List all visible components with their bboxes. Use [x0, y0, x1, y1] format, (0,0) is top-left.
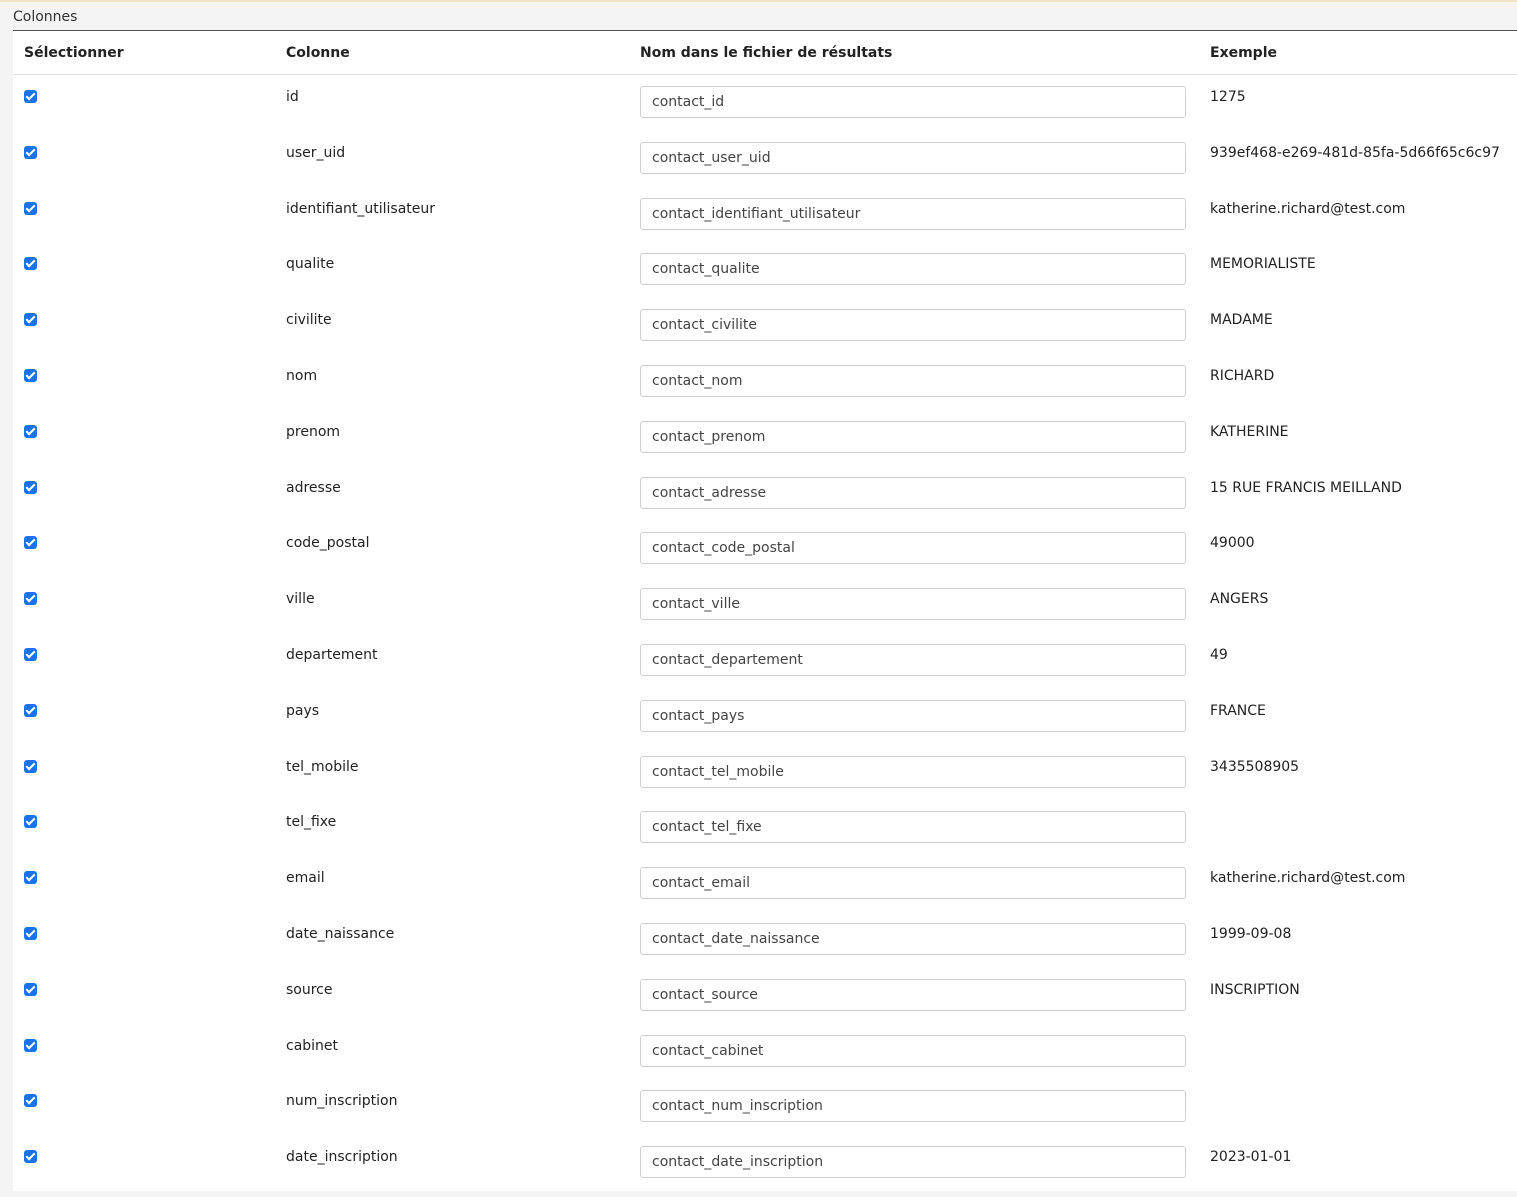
column-name: qualite — [286, 256, 335, 273]
example-cell — [1210, 1024, 1517, 1080]
select-cell — [13, 1024, 286, 1080]
table-body — [13, 75, 1517, 1191]
select-cell — [13, 633, 286, 689]
checkbox-wrapper — [24, 75, 286, 107]
select-cell — [13, 968, 286, 1024]
example-cell — [1210, 633, 1517, 689]
output-name-input[interactable] — [640, 644, 1186, 676]
select-cell — [13, 521, 286, 577]
output-name-input[interactable] — [640, 142, 1186, 174]
output-name-cell — [640, 912, 1210, 968]
select-checkbox[interactable] — [24, 90, 37, 103]
example-cell — [1210, 242, 1517, 298]
example-value: KATHERINE — [1210, 423, 1289, 440]
column-cell — [286, 1135, 640, 1191]
select-checkbox[interactable] — [24, 536, 37, 549]
column-name: email — [286, 870, 325, 887]
output-name-cell — [640, 410, 1210, 466]
output-name-cell — [640, 75, 1210, 131]
output-name-input[interactable] — [640, 532, 1186, 564]
table-row — [13, 242, 1517, 298]
example-cell — [1210, 856, 1517, 912]
checkbox-wrapper — [24, 912, 286, 944]
table-row — [13, 187, 1517, 243]
checkbox-wrapper — [24, 856, 286, 888]
output-name-input[interactable] — [640, 1090, 1186, 1122]
example-cell — [1210, 187, 1517, 243]
column-name: nom — [286, 367, 318, 384]
output-name-cell — [640, 298, 1210, 354]
output-name-input[interactable] — [640, 309, 1186, 341]
output-name-cell — [640, 242, 1210, 298]
checkbox-wrapper — [24, 187, 286, 219]
column-name: user_uid — [286, 144, 346, 161]
column-name: cabinet — [286, 1037, 339, 1054]
column-name: prenom — [286, 423, 341, 440]
example-cell — [1210, 410, 1517, 466]
output-name-input[interactable] — [640, 253, 1186, 285]
checkbox-wrapper — [24, 521, 286, 553]
select-checkbox[interactable] — [24, 257, 37, 270]
column-name: source — [286, 981, 333, 998]
checkbox-wrapper — [24, 745, 286, 777]
column-cell — [286, 521, 640, 577]
example-cell — [1210, 1135, 1517, 1191]
checkbox-wrapper — [24, 131, 286, 163]
column-cell — [286, 689, 640, 745]
columns-table — [13, 31, 1517, 1191]
checkbox-wrapper — [24, 242, 286, 274]
output-name-input[interactable] — [640, 588, 1186, 620]
checkbox-wrapper — [24, 689, 286, 721]
column-cell — [286, 466, 640, 522]
example-cell — [1210, 466, 1517, 522]
select-checkbox[interactable] — [24, 1150, 37, 1163]
table-row — [13, 856, 1517, 912]
example-value: 49 — [1210, 646, 1228, 663]
select-checkbox[interactable] — [24, 648, 37, 661]
header-example: Exemple — [1210, 31, 1517, 75]
table-row — [13, 466, 1517, 522]
select-cell — [13, 298, 286, 354]
table-row — [13, 1135, 1517, 1191]
example-value: FRANCE — [1210, 702, 1266, 719]
example-value — [1210, 800, 1517, 814]
example-value — [1210, 1079, 1517, 1093]
column-cell — [286, 242, 640, 298]
column-cell — [286, 75, 640, 131]
table-row — [13, 633, 1517, 689]
select-cell — [13, 354, 286, 410]
output-name-cell — [640, 187, 1210, 243]
output-name-cell — [640, 800, 1210, 856]
table-row — [13, 968, 1517, 1024]
output-name-cell — [640, 1024, 1210, 1080]
checkbox-wrapper — [24, 298, 286, 330]
example-value: katherine.richard@test.com — [1210, 870, 1406, 887]
table-row — [13, 298, 1517, 354]
select-checkbox[interactable] — [24, 425, 37, 438]
select-cell — [13, 856, 286, 912]
select-cell — [13, 466, 286, 522]
select-checkbox[interactable] — [24, 481, 37, 494]
column-name: code_postal — [286, 535, 370, 552]
example-value: 939ef468-e269-481d-85fa-5d66f65c6c97 — [1210, 144, 1500, 161]
select-cell — [13, 131, 286, 187]
output-name-cell — [640, 354, 1210, 410]
select-cell — [13, 75, 286, 131]
checkbox-wrapper — [24, 800, 286, 832]
example-cell — [1210, 800, 1517, 856]
select-cell — [13, 689, 286, 745]
select-cell — [13, 745, 286, 801]
output-name-cell — [640, 1135, 1210, 1191]
example-cell — [1210, 745, 1517, 801]
output-name-cell — [640, 745, 1210, 801]
checkbox-wrapper — [24, 410, 286, 442]
output-name-input[interactable] — [640, 1035, 1186, 1067]
table-row — [13, 1079, 1517, 1135]
output-name-input[interactable] — [640, 1146, 1186, 1178]
example-value: ANGERS — [1210, 591, 1269, 608]
column-cell — [286, 298, 640, 354]
checkbox-wrapper — [24, 1079, 286, 1111]
select-cell — [13, 800, 286, 856]
example-cell — [1210, 968, 1517, 1024]
select-cell — [13, 410, 286, 466]
select-checkbox[interactable] — [24, 202, 37, 215]
columns-fieldset — [0, 2, 1517, 1197]
checkbox-wrapper — [24, 1135, 286, 1167]
table-row — [13, 689, 1517, 745]
output-name-input[interactable] — [640, 979, 1186, 1011]
table-row — [13, 521, 1517, 577]
select-cell — [13, 1079, 286, 1135]
table-row — [13, 131, 1517, 187]
output-name-cell — [640, 633, 1210, 689]
select-cell — [13, 577, 286, 633]
table-row — [13, 800, 1517, 856]
example-cell — [1210, 577, 1517, 633]
select-checkbox[interactable] — [24, 369, 37, 382]
checkbox-wrapper — [24, 1024, 286, 1056]
column-name: num_inscription — [286, 1093, 398, 1110]
select-checkbox[interactable] — [24, 927, 37, 940]
output-name-cell — [640, 131, 1210, 187]
output-name-cell — [640, 521, 1210, 577]
column-cell — [286, 187, 640, 243]
checkbox-wrapper — [24, 466, 286, 498]
column-name: tel_fixe — [286, 814, 337, 831]
example-value: 49000 — [1210, 535, 1255, 552]
output-name-input[interactable] — [640, 700, 1186, 732]
select-checkbox[interactable] — [24, 871, 37, 884]
select-checkbox[interactable] — [24, 815, 37, 828]
column-name: date_naissance — [286, 925, 395, 942]
output-name-input[interactable] — [640, 198, 1186, 230]
column-name: tel_mobile — [286, 758, 359, 775]
example-value: 3435508905 — [1210, 758, 1300, 775]
table-row — [13, 354, 1517, 410]
example-value: 15 RUE FRANCIS MEILLAND — [1210, 479, 1402, 496]
column-name: adresse — [286, 479, 341, 496]
column-cell — [286, 131, 640, 187]
header-output-name: Nom dans le fichier de résultats — [640, 31, 1210, 75]
table-row — [13, 912, 1517, 968]
example-value: MEMORIALISTE — [1210, 256, 1316, 273]
column-name: ville — [286, 591, 315, 608]
column-cell — [286, 800, 640, 856]
example-cell — [1210, 1079, 1517, 1135]
example-cell — [1210, 689, 1517, 745]
column-cell — [286, 577, 640, 633]
select-checkbox[interactable] — [24, 1039, 37, 1052]
column-name: date_inscription — [286, 1149, 398, 1166]
table-header-row — [13, 31, 1517, 75]
select-checkbox[interactable] — [24, 760, 37, 773]
output-name-input[interactable] — [640, 365, 1186, 397]
checkbox-wrapper — [24, 354, 286, 386]
output-name-cell — [640, 856, 1210, 912]
output-name-input[interactable] — [640, 421, 1186, 453]
checkbox-wrapper — [24, 633, 286, 665]
table-row — [13, 745, 1517, 801]
select-checkbox[interactable] — [24, 1094, 37, 1107]
example-value: katherine.richard@test.com — [1210, 200, 1406, 217]
column-cell — [286, 410, 640, 466]
example-cell — [1210, 354, 1517, 410]
column-cell — [286, 633, 640, 689]
table-row — [13, 577, 1517, 633]
output-name-input[interactable] — [640, 923, 1186, 955]
table-row — [13, 410, 1517, 466]
example-value: RICHARD — [1210, 367, 1275, 384]
column-name: identifiant_utilisateur — [286, 200, 436, 217]
column-cell — [286, 968, 640, 1024]
column-cell — [286, 745, 640, 801]
table-row — [13, 1024, 1517, 1080]
output-name-cell — [640, 1079, 1210, 1135]
example-value: 2023-01-01 — [1210, 1149, 1292, 1166]
columns-table-container — [13, 30, 1517, 1191]
select-checkbox[interactable] — [24, 592, 37, 605]
select-checkbox[interactable] — [24, 983, 37, 996]
example-cell — [1210, 131, 1517, 187]
column-name: civilite — [286, 312, 332, 329]
select-checkbox[interactable] — [24, 704, 37, 717]
output-name-cell — [640, 466, 1210, 522]
column-cell — [286, 354, 640, 410]
output-name-input[interactable] — [640, 86, 1186, 118]
header-column: Colonne — [286, 31, 640, 75]
header-select: Sélectionner — [13, 31, 286, 75]
column-cell — [286, 1024, 640, 1080]
column-cell — [286, 856, 640, 912]
select-checkbox[interactable] — [24, 146, 37, 159]
fieldset-legend: Colonnes — [13, 9, 78, 25]
example-cell — [1210, 912, 1517, 968]
column-name: id — [286, 89, 299, 105]
checkbox-wrapper — [24, 968, 286, 1000]
example-value: MADAME — [1210, 312, 1273, 329]
output-name-input[interactable] — [640, 756, 1186, 788]
output-name-input[interactable] — [640, 811, 1186, 843]
example-cell — [1210, 75, 1517, 131]
output-name-cell — [640, 968, 1210, 1024]
example-value: INSCRIPTION — [1210, 981, 1300, 998]
select-cell — [13, 912, 286, 968]
example-cell — [1210, 521, 1517, 577]
output-name-input[interactable] — [640, 867, 1186, 899]
column-name: pays — [286, 702, 320, 719]
example-value: 1999-09-08 — [1210, 925, 1292, 942]
output-name-cell — [640, 577, 1210, 633]
column-name: departement — [286, 646, 378, 663]
checkbox-wrapper — [24, 577, 286, 609]
example-cell — [1210, 298, 1517, 354]
column-cell — [286, 1079, 640, 1135]
table-row — [13, 75, 1517, 131]
example-value — [1210, 1024, 1517, 1038]
select-checkbox[interactable] — [24, 313, 37, 326]
select-cell — [13, 242, 286, 298]
output-name-input[interactable] — [640, 477, 1186, 509]
select-cell — [13, 187, 286, 243]
example-value: 1275 — [1210, 89, 1246, 105]
select-cell — [13, 1135, 286, 1191]
output-name-cell — [640, 689, 1210, 745]
column-cell — [286, 912, 640, 968]
